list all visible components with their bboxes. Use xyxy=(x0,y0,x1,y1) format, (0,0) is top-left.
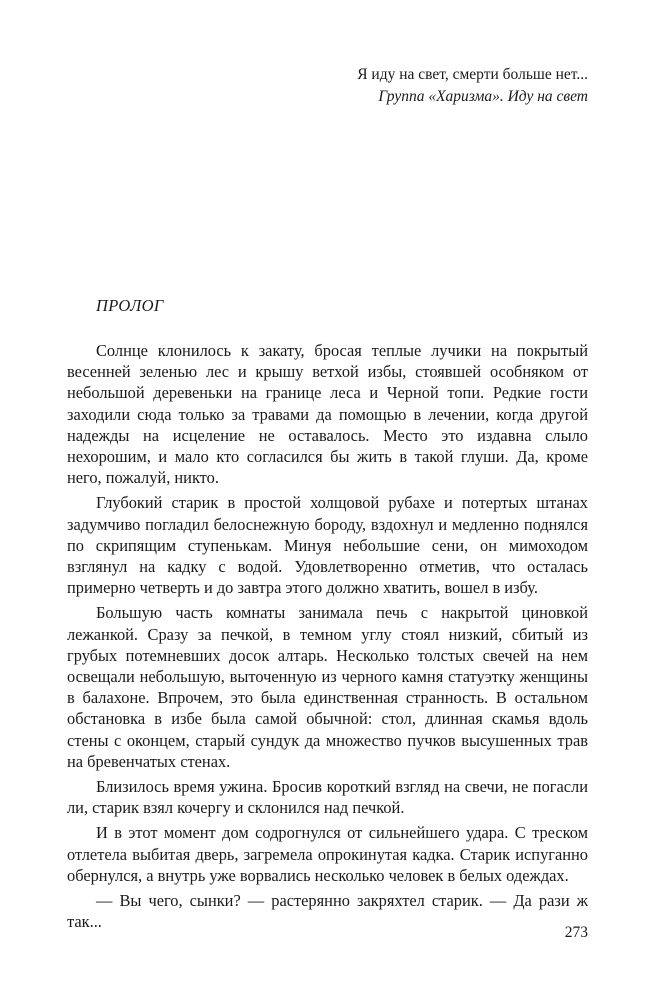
paragraph: Большую часть комнаты занимала печь с накрытой циновкой лежанкой. Сразу за печкой, в темном углу стоял низкий, сбитый из грубых потемневших досок алтарь. Несколько толстых свечей на нем освещали небольшую, выточенную из черного камня статуэтку женщины в балахоне. Впрочем, это была единственная странность. В остальном обстановка в избе была самой обычной: стол, длинная скамья вдоль стены с оконцем, старый сундук да множество пучков высушенных трав на бревенчатых стенах. xyxy=(67,603,588,771)
paragraph: Глубокий старик в простой холщовой рубахе и потертых штанах задумчиво погладил белоснежную бороду, вздохнул и медленно поднялся по скрипящим ступенькам. Минуя небольшие сени, он мимоходом взглянул на кадку с водой. Удовлетворенно отметив, что осталась примерно четверть и до завтра этого должно хватить, вошел в избу. xyxy=(67,493,588,598)
body-text xyxy=(67,340,588,932)
page-number: 273 xyxy=(564,924,588,941)
paragraph: И в этот момент дом содрогнулся от сильнейшего удара. С треском отлетела выбитая дверь, загремела опрокинутая кадка. Старик испуганно обернулся, а внутрь уже ворвались несколько человек в белых одеждах. xyxy=(67,823,588,885)
epigraph-source: Группа «Харизма». Иду на свет xyxy=(378,88,588,105)
epigraph xyxy=(108,64,588,108)
paragraph: Близилось время ужина. Бросив короткий взгляд на свечи, не погасли ли, старик взял кочергу и склонился над печкой. xyxy=(67,777,588,818)
paragraph: Солнце клонилось к закату, бросая теплые лучики на покрытый весенней зеленью лес и крышу ветхой избы, стоявшей особняком от небольшой деревеньки на границе леса и Черной топи. Редкие гости заходили сюда только за травами да помощью в лечении, когда другой надежды на исцеление не оставалось. Место это издавна слыло нехорошим, и мало кто согласился бы жить в такой глуши. Да, кроме него, пожалуй, никто. xyxy=(67,341,588,488)
paragraph: — Вы чего, сынки? — растерянно закряхтел старик. — Да рази ж так... xyxy=(67,891,588,932)
epigraph-line: Я иду на свет, смерти больше нет... xyxy=(357,66,588,83)
chapter-title: ПРОЛОГ xyxy=(96,296,164,315)
